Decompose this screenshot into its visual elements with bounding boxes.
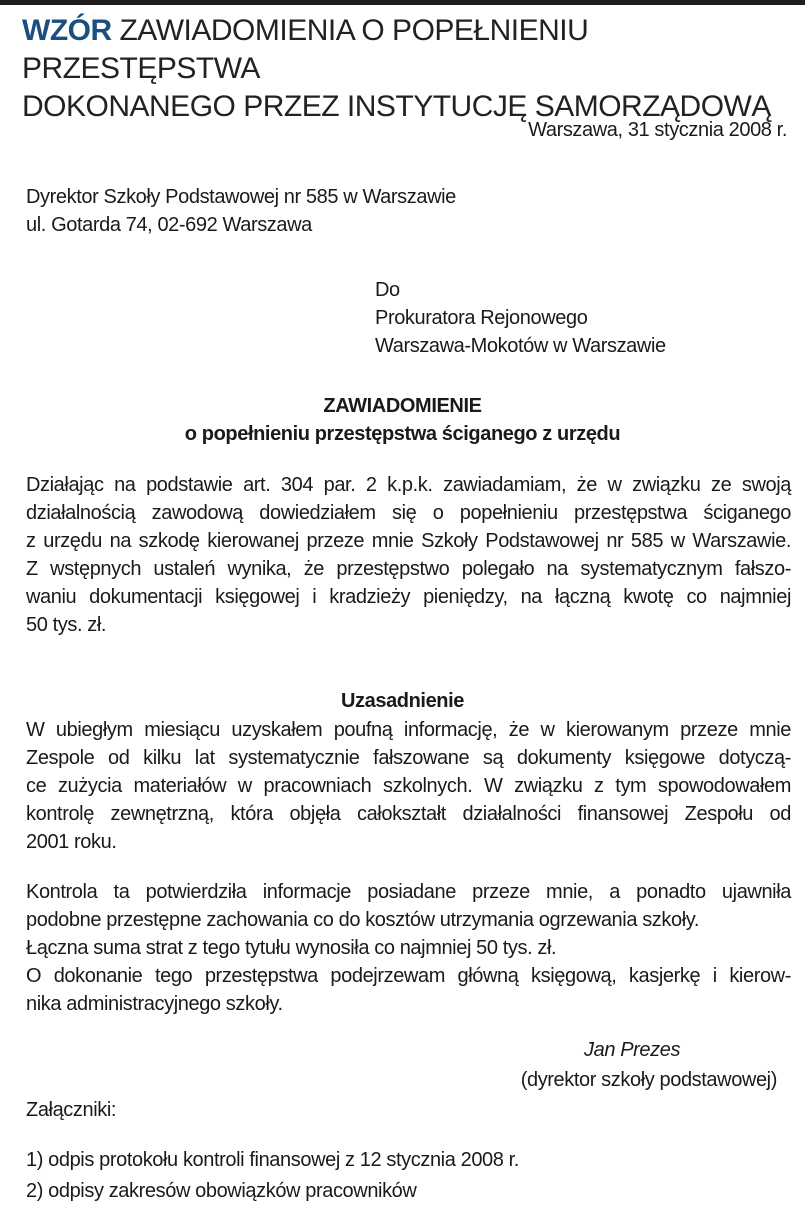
signature-name: Jan Prezes xyxy=(584,1039,681,1061)
body-line: waniu dokumentacji księgowej i kradzieży pieniędzy, na łączną kwotę co najmniej xyxy=(26,586,791,608)
headline-line1: ZAWIADOMIENIA O POPEŁNIENIU PRZESTĘPSTWA xyxy=(22,14,589,85)
recipient-line: Warszawa-Mokotów w Warszawie xyxy=(375,335,666,357)
body-line: z urzędu na szkodę kierowanej przeze mnie Szkoły Podstawowej nr 585 w Warszawie. xyxy=(26,530,791,552)
justification-paragraph-1 xyxy=(26,716,791,856)
sender-block xyxy=(26,183,456,239)
attachments-label: Załączniki: xyxy=(26,1099,117,1121)
place-and-date: Warszawa, 31 stycznia 2008 r. xyxy=(528,119,787,141)
top-border-rule xyxy=(0,0,805,5)
sender-line: ul. Gotarda 74, 02-692 Warszawa xyxy=(26,214,312,236)
justification-line: podobne przestępne zachowania co do kosztów utrzymania ogrzewania szkoły. xyxy=(26,909,700,931)
document-subtitle: o popełnieniu przestępstwa ściganego z urzędu xyxy=(184,423,621,445)
justification-line: Łączna suma strat z tego tytułu wynosiła co najmniej 50 tys. zł. xyxy=(26,937,557,959)
recipient-block xyxy=(375,276,666,360)
attachment-item: 1) odpis protokołu kontroli finansowej z 12 stycznia 2008 r. xyxy=(26,1149,519,1171)
recipient-line: Do xyxy=(375,279,400,301)
justification-heading: Uzasadnienie xyxy=(340,690,465,712)
justification-line: Zespole od kilku lat systematycznie fałszowane są dokumenty księgowe dotyczą- xyxy=(26,747,791,769)
body-line: 50 tys. zł. xyxy=(26,614,107,636)
justification-line: W ubiegłym miesiącu uzyskałem poufną informację, że w kierowanym przeze mnie xyxy=(26,719,791,741)
body-line: Działając na podstawie art. 304 par. 2 k.p.k. zawiadamiam, że w związku ze swoją xyxy=(26,474,791,496)
headline-line2: DOKONANEGO PRZEZ INSTYTUCJĘ SAMORZĄDOWĄ xyxy=(22,90,771,123)
signature-role: (dyrektor szkoły podstawowej) xyxy=(520,1069,777,1091)
headline-keyword: WZÓR xyxy=(22,14,112,47)
recipient-line: Prokuratora Rejonowego xyxy=(375,307,588,329)
body-line: Z wstępnych ustaleń wynika, że przestępstwo polegało na systematycznym fałszo- xyxy=(26,558,791,580)
attachment-item: 2) odpisy zakresów obowiązków pracowników xyxy=(26,1180,417,1202)
page-headline xyxy=(22,12,792,126)
justification-line: nika administracyjnego szkoły. xyxy=(26,993,283,1015)
justification-line: kontrolę zewnętrzną, która objęła całokształt działalności finansowej Zespołu od xyxy=(26,803,791,825)
justification-line: ce zużycia materiałów w pracowniach szkolnych. W związku z tym spowodowałem xyxy=(26,775,791,797)
justification-line: Kontrola ta potwierdziła informacje posiadane przeze mnie, a ponadto ujawniła xyxy=(26,881,791,903)
body-line: działalnością zawodową dowiedziałem się o popełnieniu przestępstwa ściganego xyxy=(26,502,791,524)
attachments-list xyxy=(26,1145,519,1207)
justification-line: 2001 roku. xyxy=(26,831,117,853)
justification-line: O dokonanie tego przestępstwa podejrzewam główną księgową, kasjerkę i kierow- xyxy=(26,965,791,987)
document-title: ZAWIADOMIENIE xyxy=(323,395,482,417)
notification-body xyxy=(26,471,791,639)
sender-line: Dyrektor Szkoły Podstawowej nr 585 w Warszawie xyxy=(26,186,456,208)
document-title-block xyxy=(0,392,805,448)
justification-paragraph-2 xyxy=(26,878,791,1018)
